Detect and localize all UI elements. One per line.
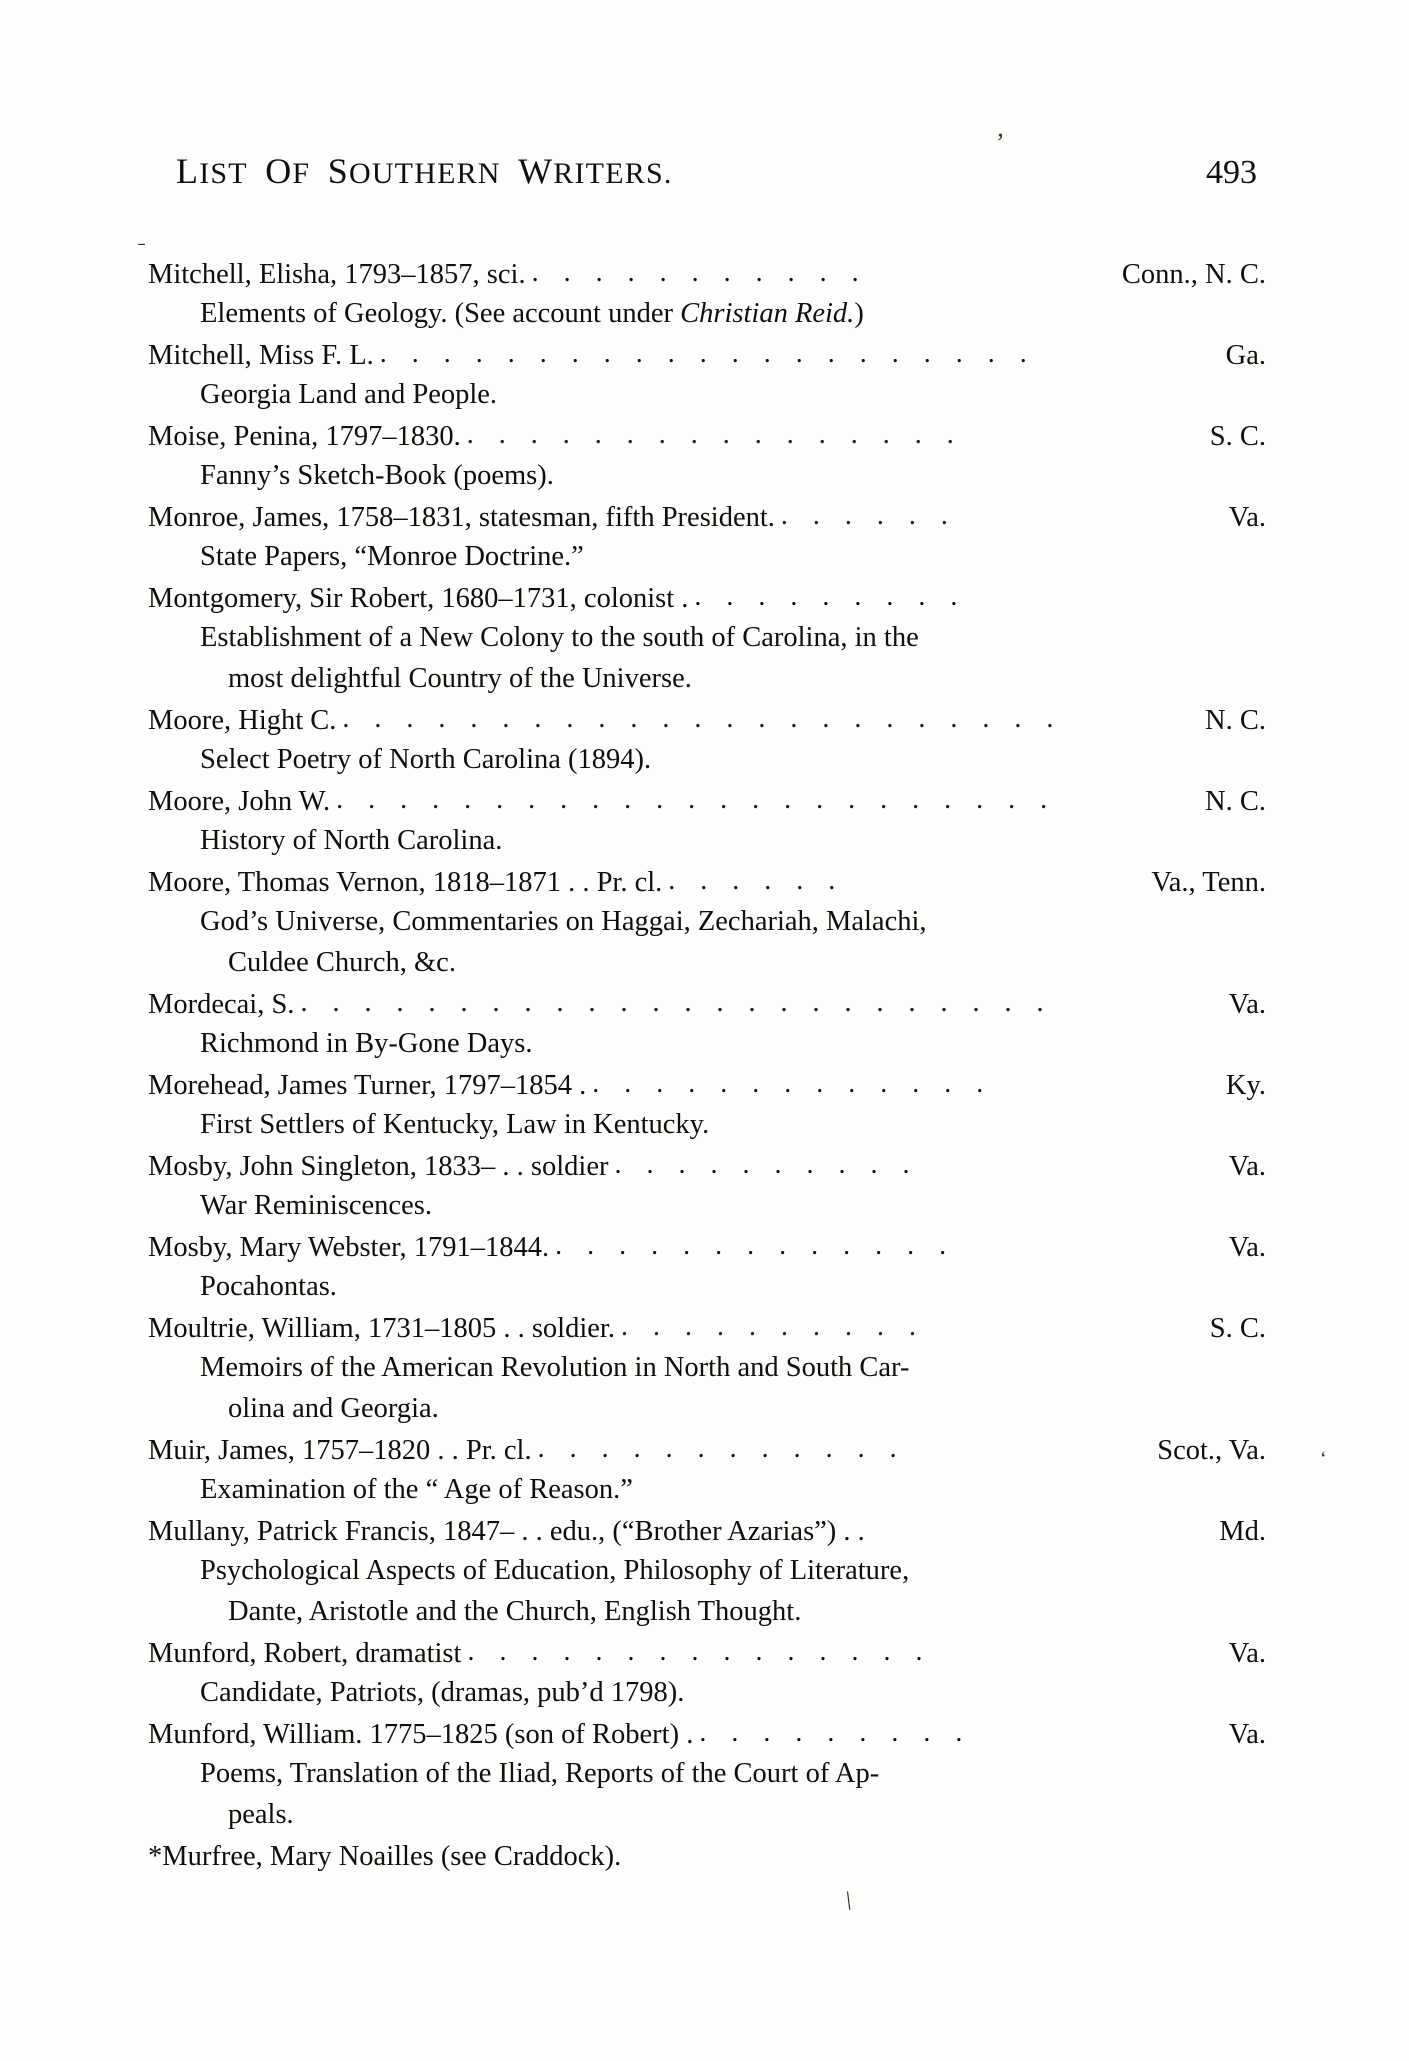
entry-name: Mullany, Patrick Francis, 1847– . . edu., (“Brother Azarias”) . . (148, 1516, 865, 1547)
list-item (148, 417, 1266, 496)
entry-name: Montgomery, Sir Robert, 1680–1731, colonist . (148, 583, 689, 614)
stray-mark-slash: \ (842, 1885, 856, 1916)
entry-name: Moore, Thomas Vernon, 1818–1871 . . Pr. cl. (148, 867, 663, 898)
entry-name: Moore, Hight C. (148, 705, 337, 736)
entry-heading (148, 579, 1266, 619)
entry-works: War Reminiscences. (200, 1190, 432, 1221)
entry-works: Examination of the “ Age of Reason.” (200, 1474, 633, 1505)
entry-works (148, 1753, 1266, 1835)
works-line-2: olina and Georgia. (228, 1393, 439, 1424)
stray-mark-right: ‘ (1320, 1448, 1327, 1470)
entry-works: History of North Carolina. (200, 825, 503, 856)
entry-state: Va. (1228, 1151, 1266, 1182)
dot-leader: . . . . . . (668, 865, 845, 896)
dot-leader: . . . . . . . . . . . . . . . . . . . . . (379, 338, 1036, 369)
list-item (148, 1634, 1266, 1713)
entry-name: Muir, James, 1757–1820 . . Pr. cl. (148, 1435, 532, 1466)
list-item (148, 498, 1266, 577)
entry-works: Fanny’s Sketch-Book (poems). (200, 460, 554, 491)
dot-leader: . . . . . . . . . . . . . (555, 1230, 956, 1261)
works-line-2: Dante, Aristotle and the Church, English Thought. (228, 1596, 802, 1627)
entry-works: First Settlers of Kentucky, Law in Kentucky. (200, 1109, 710, 1140)
works-line-1: Poems, Translation of the Iliad, Reports of the Court of Ap- (200, 1758, 880, 1789)
works-line-2: most delightful Country of the Universe. (228, 663, 692, 694)
entry-heading (148, 255, 1266, 295)
entry-name: Mosby, Mary Webster, 1791–1844. (148, 1232, 550, 1263)
list-item (148, 782, 1266, 861)
entry-works: Select Poetry of North Carolina (1894). (200, 744, 652, 775)
entry-heading (148, 1512, 1266, 1552)
dot-leader: . . . . . . . . . . . . (537, 1433, 906, 1464)
entry-state: S. C. (1209, 1313, 1266, 1344)
list-item (148, 985, 1266, 1064)
works-line-1: God’s Universe, Commentaries on Haggai, Zechariah, Malachi, (200, 906, 927, 937)
entry-name: Monroe, James, 1758–1831, statesman, fifth President. (148, 502, 775, 533)
entry-heading (148, 701, 1266, 741)
works-text-pre: Elements of Geology. (See account under (200, 298, 681, 329)
entry-name: Mitchell, Miss F. L. (148, 340, 374, 371)
list-item (148, 1715, 1266, 1835)
entry-state: Va. (1228, 502, 1266, 533)
entry-state: N. C. (1205, 705, 1266, 736)
entry-name: Moultrie, William, 1731–1805 . . soldier. (148, 1313, 615, 1344)
entry-heading (148, 985, 1266, 1025)
dot-leader: . . . . . . . . . . . (531, 257, 868, 288)
entry-name: Moore, John W. (148, 786, 331, 817)
entry-heading (148, 1715, 1266, 1755)
works-line-1: Memoirs of the American Revolution in North and South Car- (200, 1352, 910, 1383)
dot-leader: . . . . . . . . . (699, 1717, 972, 1748)
entry-state: Ky. (1225, 1070, 1266, 1101)
list-item (148, 701, 1266, 780)
dot-leader: . . . . . . . . . . . . . . . . (466, 419, 963, 450)
entry-name: Mitchell, Elisha, 1793–1857, sci. (148, 259, 526, 290)
entry-name: Moise, Penina, 1797–1830. (148, 421, 461, 452)
dot-leader: . . . . . . . . . . (620, 1311, 925, 1342)
running-title: LIST OF SOUTHERN WRITERS. (176, 151, 673, 191)
entry-heading (148, 498, 1266, 538)
entry-state: S. C. (1209, 421, 1266, 452)
page-header (148, 150, 1279, 192)
dot-leader: . . . . . . . . . (694, 581, 967, 612)
list-item (148, 1147, 1266, 1226)
list-item (148, 1309, 1266, 1429)
works-line-2: peals. (228, 1799, 294, 1830)
list-item (148, 336, 1266, 415)
entry-works: Richmond in By-Gone Days. (200, 1028, 533, 1059)
entry-heading (148, 1147, 1266, 1187)
works-text-post: ) (854, 298, 864, 329)
entry-state: Va. (1228, 1719, 1266, 1750)
works-line-2: Culdee Church, &c. (228, 947, 456, 978)
list-item (148, 255, 1266, 334)
entry-state: Va. (1228, 1638, 1266, 1669)
entry-name: Munford, William. 1775–1825 (son of Robert) . (148, 1719, 694, 1750)
entry-list (148, 255, 1266, 1877)
list-item (148, 863, 1266, 983)
entry-heading (148, 863, 1266, 903)
stray-mark-top: ’ (996, 128, 1005, 157)
entry-name: Mordecai, S. (148, 989, 295, 1020)
page-number: 493 (1206, 154, 1257, 191)
entry-works (148, 293, 1266, 334)
entry-state: Scot., Va. (1157, 1435, 1266, 1466)
entry-works: State Papers, “Monroe Doctrine.” (200, 541, 584, 572)
entry-works (148, 1550, 1266, 1632)
entry-heading (148, 1309, 1266, 1349)
entry-state: Conn., N. C. (1121, 259, 1266, 290)
entry-works (148, 1347, 1266, 1429)
entry-heading (148, 1228, 1266, 1268)
works-line-1: Establishment of a New Colony to the south of Carolina, in the (200, 622, 919, 653)
works-title-italic: Christian Reid. (680, 298, 855, 329)
entry-works: Pocahontas. (200, 1271, 337, 1302)
dot-leader: . . . . . . . . . . . . . . . . . . . . . . . (342, 703, 1063, 734)
entry-heading (148, 782, 1266, 822)
list-item (148, 1431, 1266, 1510)
list-item (148, 1066, 1266, 1145)
list-item (148, 1512, 1266, 1632)
entry-state: Va. (1228, 1232, 1266, 1263)
dot-leader: . . . . . . . . . . (614, 1149, 919, 1180)
entry-works: Candidate, Patriots, (dramas, pub’d 1798). (200, 1677, 685, 1708)
entry-heading (148, 336, 1266, 376)
entry-works (148, 901, 1266, 983)
entry-name: Mosby, John Singleton, 1833– . . soldier (148, 1151, 609, 1182)
entry-state: Md. (1219, 1516, 1266, 1547)
entry-heading (148, 1634, 1266, 1674)
final-entry: *Murfree, Mary Noailles (see Craddock). (148, 1841, 622, 1872)
list-item (148, 579, 1266, 699)
dot-leader: . . . . . . . . . . . . . . . . . . . . . . . . (300, 987, 1053, 1018)
list-item (148, 1228, 1266, 1307)
works-line-1: Psychological Aspects of Education, Philosophy of Literature, (200, 1555, 910, 1586)
entry-heading (148, 1066, 1266, 1106)
entry-state: Va., Tenn. (1151, 867, 1266, 898)
entry-state: Va. (1228, 989, 1266, 1020)
entry-works: Georgia Land and People. (200, 379, 498, 410)
entry-heading (148, 1431, 1266, 1471)
entry-name: Morehead, James Turner, 1797–1854 . (148, 1070, 587, 1101)
dot-leader: . . . . . . . . . . . . . . . . . . . . . . . (336, 784, 1057, 815)
dot-leader: . . . . . . . . . . . . . . . (467, 1636, 932, 1667)
entry-heading (148, 417, 1266, 457)
entry-works (148, 617, 1266, 699)
entry-name: Munford, Robert, dramatist (148, 1638, 462, 1669)
dot-leader: . . . . . . . . . . . . . (592, 1068, 993, 1099)
dot-leader: . . . . . . (780, 500, 957, 531)
entry-state: N. C. (1205, 786, 1266, 817)
stray-mark-left: ˍ (138, 222, 146, 247)
entry-state: Ga. (1225, 340, 1266, 371)
